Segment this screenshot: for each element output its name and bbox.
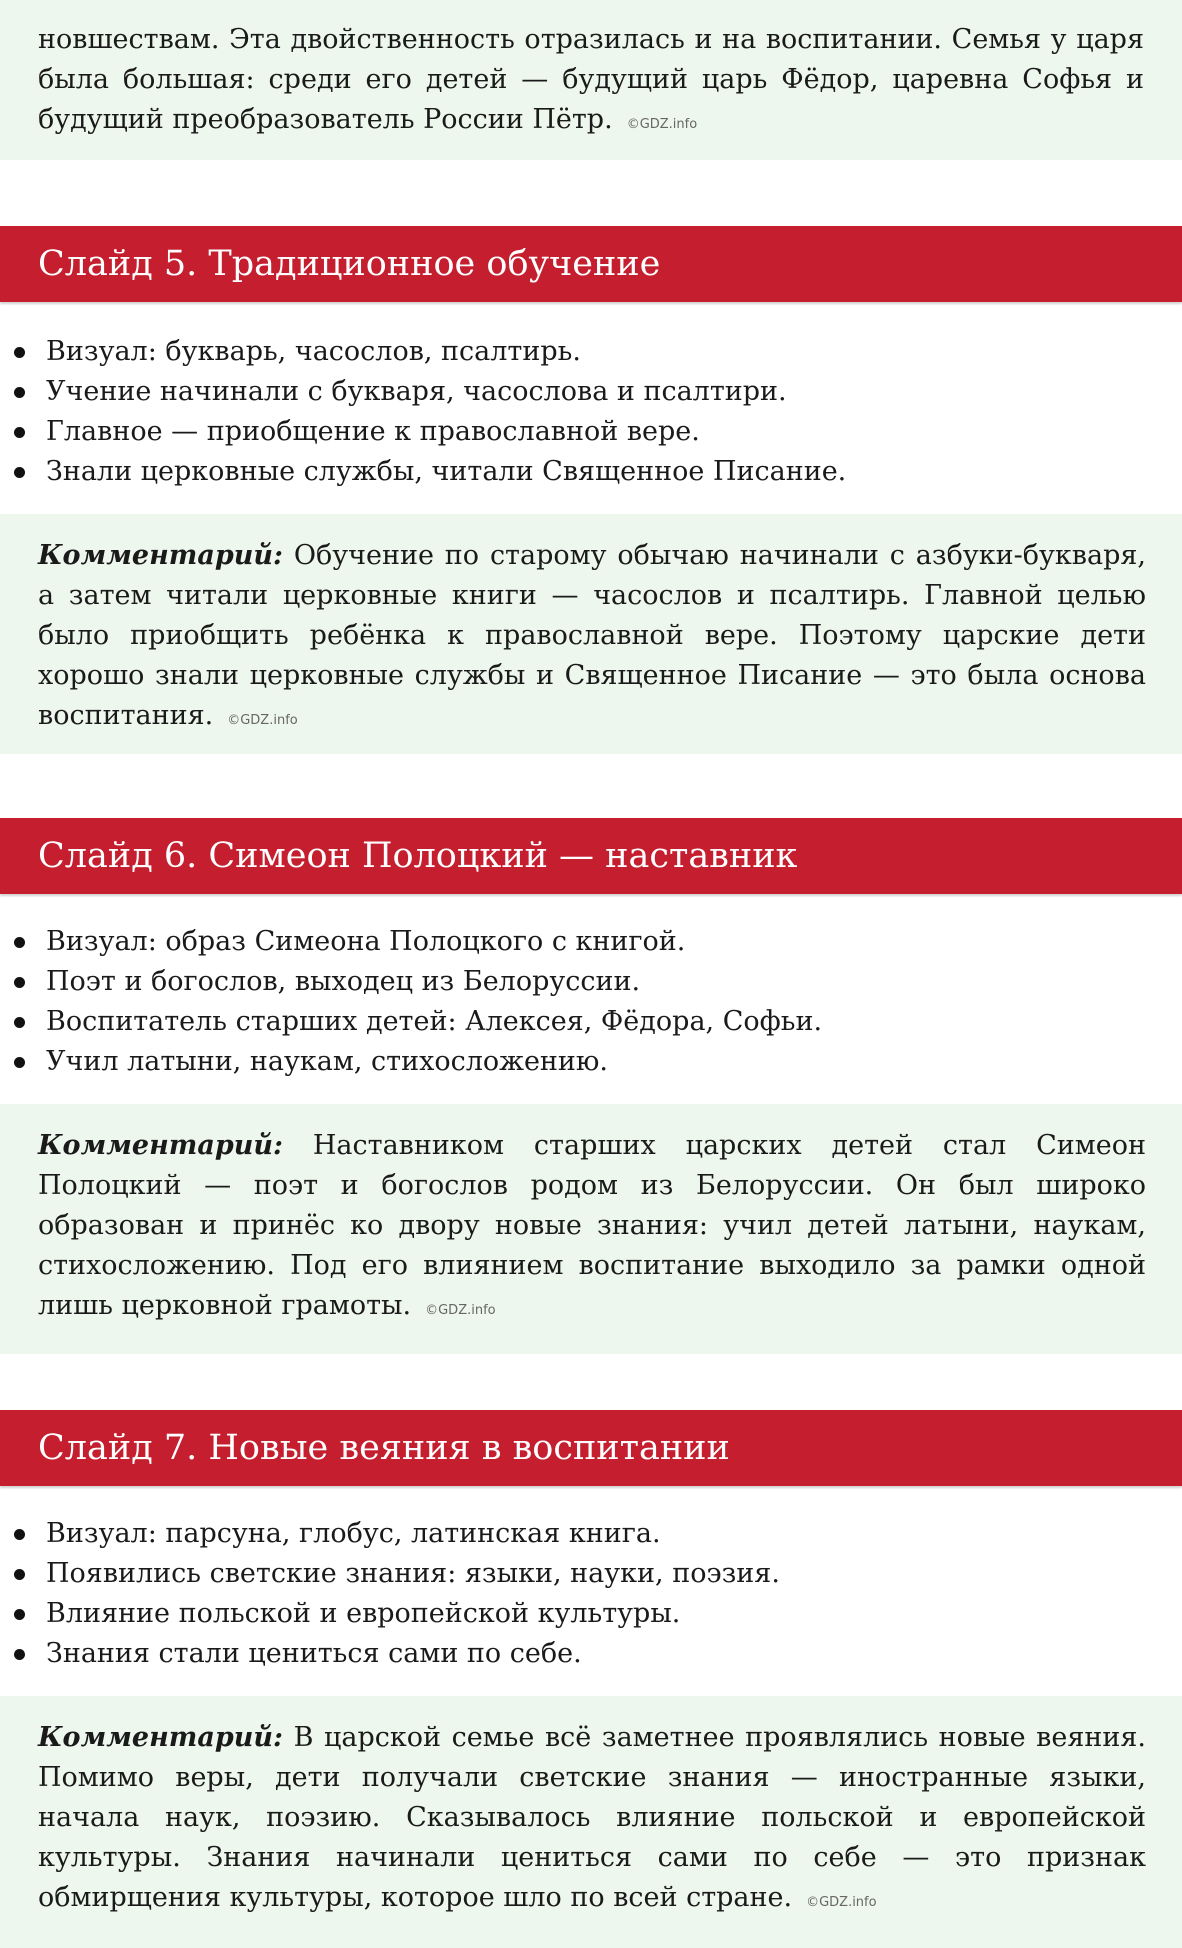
intro-paragraph	[0, 0, 1182, 145]
bullet-text: Учение начинали с букваря, часослова и псалтири.	[46, 376, 787, 407]
bullet-text: Визуал: образ Симеона Полоцкого с книгой.	[46, 926, 686, 957]
credit-mark: ©GDZ.info	[626, 117, 698, 132]
list-item	[0, 1514, 1182, 1554]
comment-paragraph	[0, 1696, 1182, 1923]
bullet-text: Визуал: букварь, часослов, псалтирь.	[46, 336, 581, 367]
bullet-text: Учил латыни, наукам, стихосложению.	[46, 1046, 609, 1077]
intro-block	[0, 0, 1182, 160]
comment-paragraph	[0, 514, 1182, 741]
bullet-icon	[14, 347, 25, 358]
comment-label: Комментарий:	[38, 540, 283, 571]
comment-text: Наставником старших царских детей стал Симеон Полоцкий — поэт и богослов родом из Белоруссии. Он был широко образован и принёс ко двору новые знания: учил детей латыни, наукам, стихосложению. Под его влиянием воспитание выходило за рамки одной лишь церковной грамоты.	[38, 1130, 1146, 1321]
list-item	[0, 412, 1182, 452]
comment-text: В царской семье всё заметнее проявлялись новые веяния. Помимо веры, дети получали светские знания — иностранные языки, начала наук, поэзию. Сказывалось влияние польской и европейской культуры. Знания начинали цениться сами по себе — это признак обмирщения культуры, которое шло по всей стране.	[38, 1722, 1146, 1913]
slide-header-5	[0, 226, 1182, 302]
comment-block-5	[0, 514, 1182, 754]
credit-mark: ©GDZ.info	[227, 713, 298, 728]
bullet-list-7	[0, 1514, 1182, 1674]
list-item	[0, 1042, 1182, 1082]
slide-header-6	[0, 818, 1182, 894]
bullet-text: Главное — приобщение к православной вере.	[46, 416, 700, 447]
list-item	[0, 962, 1182, 1002]
bullet-text: Влияние польской и европейской культуры.	[46, 1598, 681, 1629]
list-item	[0, 922, 1182, 962]
list-item	[0, 1594, 1182, 1634]
list-item	[0, 1634, 1182, 1674]
list-item	[0, 1002, 1182, 1042]
credit-mark: ©GDZ.info	[806, 1895, 877, 1910]
slide-title: Слайд 6. Симеон Полоцкий — наставник	[38, 836, 798, 876]
slide-title: Слайд 5. Традиционное обучение	[38, 244, 661, 284]
bullet-icon	[14, 467, 25, 478]
bullet-icon	[14, 1017, 25, 1028]
bullet-text: Поэт и богослов, выходец из Белоруссии.	[46, 966, 641, 997]
bullet-icon	[14, 1569, 25, 1580]
bullet-text: Воспитатель старших детей: Алексея, Фёдора, Софьи.	[46, 1006, 823, 1037]
bullet-icon	[14, 1529, 25, 1540]
bullet-text: Появились светские знания: языки, науки, поэзия.	[46, 1558, 780, 1589]
intro-text: новшествам. Эта двойственность отразилась и на воспитании. Семья у царя была большая: среди его детей — будущий царь Фёдор, царевна Софья и будущий преобразователь России Пётр.	[38, 24, 1144, 135]
bullet-icon	[14, 937, 25, 948]
bullet-icon	[14, 977, 25, 988]
bullet-text: Знали церковные службы, читали Священное Писание.	[46, 456, 847, 487]
comment-label: Комментарий:	[38, 1722, 283, 1753]
bullet-text: Визуал: парсуна, глобус, латинская книга.	[46, 1518, 661, 1549]
bullet-list-5	[0, 332, 1182, 492]
credit-mark: ©GDZ.info	[425, 1303, 496, 1318]
comment-block-6	[0, 1104, 1182, 1354]
bullet-icon	[14, 1057, 25, 1068]
list-item	[0, 452, 1182, 492]
bullet-list-6	[0, 922, 1182, 1082]
list-item	[0, 332, 1182, 372]
comment-text: Обучение по старому обычаю начинали с азбуки-букваря, а затем читали церковные книги — часослов и псалтирь. Главной целью было приобщить ребёнка к православной вере. Поэтому царские дети хорошо знали церковные службы и Священное Писание — это была основа воспитания.	[38, 540, 1146, 731]
comment-block-7	[0, 1696, 1182, 1948]
comment-paragraph	[0, 1104, 1182, 1331]
list-item	[0, 372, 1182, 412]
bullet-text: Знания стали цениться сами по себе.	[46, 1638, 582, 1669]
bullet-icon	[14, 387, 25, 398]
list-item	[0, 1554, 1182, 1594]
comment-label: Комментарий:	[38, 1130, 283, 1161]
slide-header-7	[0, 1410, 1182, 1486]
bullet-icon	[14, 1649, 25, 1660]
slide-title: Слайд 7. Новые веяния в воспитании	[38, 1428, 730, 1468]
bullet-icon	[14, 427, 25, 438]
bullet-icon	[14, 1609, 25, 1620]
